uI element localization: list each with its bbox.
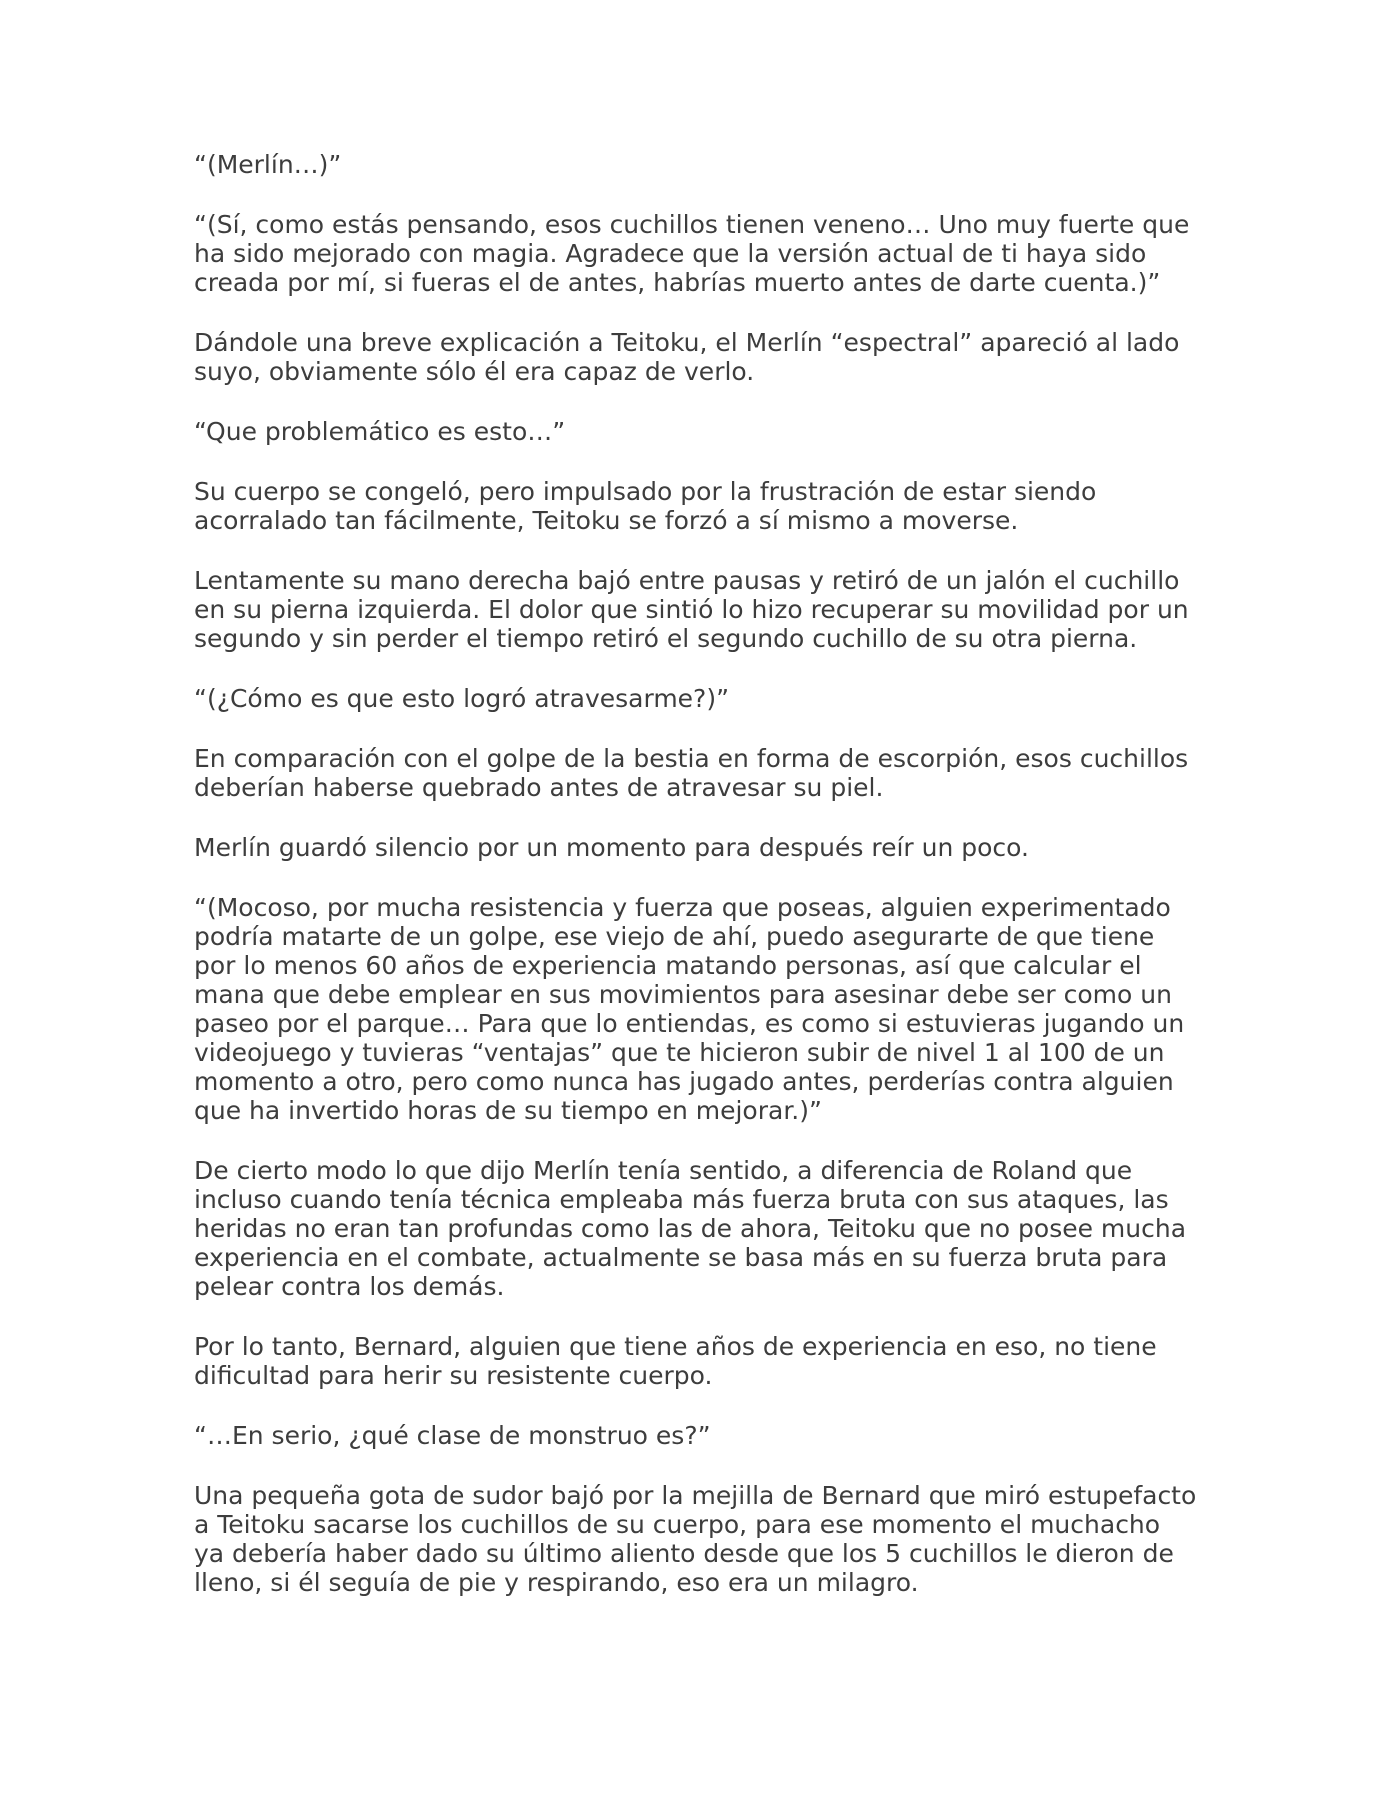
text-line: experiencia en el combate, actualmente se basa más en su fuerza bruta para — [194, 1243, 1168, 1272]
text-line: que ha invertido horas de su tiempo en mejorar.)” — [194, 1096, 822, 1125]
text-line: “(Merlín…)” — [194, 150, 342, 179]
paragraph-2 — [194, 210, 1216, 297]
text-line: suyo, obviamente sólo él era capaz de verlo. — [194, 357, 755, 386]
text-line: pelear contra los demás. — [194, 1272, 505, 1301]
paragraph-14 — [194, 1481, 1216, 1597]
text-line: Dándole una breve explicación a Teitoku, el Merlín “espectral” apareció al lado — [194, 328, 1180, 357]
text-line: Una pequeña gota de sudor bajó por la mejilla de Bernard que miró estupefacto — [194, 1481, 1197, 1510]
paragraph-7 — [194, 684, 1216, 713]
paragraph-8 — [194, 744, 1216, 802]
text-line: ha sido mejorado con magia. Agradece que la versión actual de ti haya sido — [194, 239, 1147, 268]
paragraph-6 — [194, 566, 1216, 653]
paragraph-11 — [194, 1156, 1216, 1301]
text-line: podría matarte de un golpe, ese viejo de ahí, puedo asegurarte de que tiene — [194, 922, 1155, 951]
paragraph-3 — [194, 328, 1216, 386]
paragraph-9 — [194, 833, 1216, 862]
text-line: paseo por el parque… Para que lo entiendas, es como si estuvieras jugando un — [194, 1009, 1185, 1038]
text-line: “Que problemático es esto…” — [194, 417, 566, 446]
text-line: ya debería haber dado su último aliento desde que los 5 cuchillos le dieron de — [194, 1539, 1174, 1568]
text-line: “(Sí, como estás pensando, esos cuchillos tienen veneno… Uno muy fuerte que — [194, 210, 1190, 239]
text-line: “…En serio, ¿qué clase de monstruo es?” — [194, 1421, 711, 1450]
paragraph-12 — [194, 1332, 1216, 1390]
paragraph-1 — [194, 150, 1216, 179]
text-line: Su cuerpo se congeló, pero impulsado por la frustración de estar siendo — [194, 477, 1097, 506]
text-line: momento a otro, pero como nunca has jugado antes, perderías contra alguien — [194, 1067, 1174, 1096]
paragraph-10 — [194, 893, 1216, 1125]
text-line: heridas no eran tan profundas como las de ahora, Teitoku que no posee mucha — [194, 1214, 1187, 1243]
text-line: dificultad para herir su resistente cuerpo. — [194, 1361, 713, 1390]
text-line: a Teitoku sacarse los cuchillos de su cuerpo, para ese momento el muchacho — [194, 1510, 1161, 1539]
text-line: “(¿Cómo es que esto logró atravesarme?)” — [194, 684, 730, 713]
text-line: mana que debe emplear en sus movimientos para asesinar debe ser como un — [194, 980, 1172, 1009]
paragraph-5 — [194, 477, 1216, 535]
text-line: Merlín guardó silencio por un momento para después reír un poco. — [194, 833, 1029, 862]
text-line: segundo y sin perder el tiempo retiró el segundo cuchillo de su otra pierna. — [194, 624, 1138, 653]
text-line: en su pierna izquierda. El dolor que sintió lo hizo recuperar su movilidad por un — [194, 595, 1189, 624]
text-line: acorralado tan fácilmente, Teitoku se forzó a sí mismo a moverse. — [194, 506, 1019, 535]
text-line: En comparación con el golpe de la bestia en forma de escorpión, esos cuchillos — [194, 744, 1189, 773]
text-line: videojuego y tuvieras “ventajas” que te hicieron subir de nivel 1 al 100 de un — [194, 1038, 1165, 1067]
paragraph-4 — [194, 417, 1216, 446]
paragraph-13 — [194, 1421, 1216, 1450]
text-line: De cierto modo lo que dijo Merlín tenía sentido, a diferencia de Roland que — [194, 1156, 1133, 1185]
text-line: lleno, si él seguía de pie y respirando, eso era un milagro. — [194, 1568, 919, 1597]
text-line: creada por mí, si fueras el de antes, habrías muerto antes de darte cuenta.)” — [194, 268, 1161, 297]
document-page — [194, 150, 1216, 1628]
text-line: Por lo tanto, Bernard, alguien que tiene años de experiencia en eso, no tiene — [194, 1332, 1157, 1361]
text-line: por lo menos 60 años de experiencia matando personas, así que calcular el — [194, 951, 1142, 980]
text-line: deberían haberse quebrado antes de atravesar su piel. — [194, 773, 884, 802]
text-line: Lentamente su mano derecha bajó entre pausas y retiró de un jalón el cuchillo — [194, 566, 1180, 595]
text-line: “(Mocoso, por mucha resistencia y fuerza que poseas, alguien experimentado — [194, 893, 1171, 922]
text-line: incluso cuando tenía técnica empleaba más fuerza bruta con sus ataques, las — [194, 1185, 1169, 1214]
